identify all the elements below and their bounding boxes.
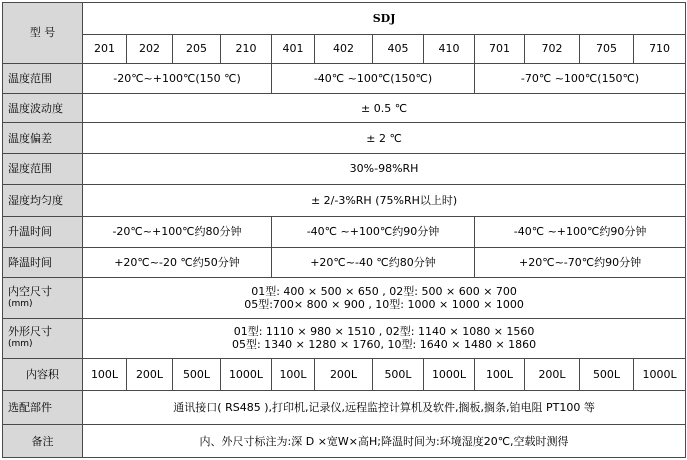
model-number: 202 xyxy=(127,34,173,63)
outer-size-row xyxy=(3,318,686,358)
series-name: SDJ xyxy=(83,3,686,35)
inner-size-row xyxy=(3,278,686,318)
model-number: 402 xyxy=(315,34,373,63)
hum-uniform-row xyxy=(3,184,686,216)
model-number: 702 xyxy=(525,34,580,63)
model-number: 701 xyxy=(475,34,525,63)
model-number: 401 xyxy=(272,34,315,63)
hum-range-value: 30%-98%RH xyxy=(83,153,686,184)
model-number: 705 xyxy=(580,34,634,63)
hum-range-row xyxy=(3,153,686,184)
heat-time-row xyxy=(3,216,686,247)
model-number: 205 xyxy=(173,34,221,63)
notes-row xyxy=(3,425,686,458)
model-number: 201 xyxy=(83,34,127,63)
outer-size-line: 05型: 1340 × 1280 × 1760, 10型: 1640 × 1480 × 1860 xyxy=(231,338,537,352)
volume-value: 500L xyxy=(580,359,634,391)
volume-value: 200L xyxy=(315,359,373,391)
model-number: 405 xyxy=(373,34,424,63)
cool-time-value: +20℃~-40 ℃约80分钟 xyxy=(272,247,475,278)
volume-row xyxy=(3,359,686,391)
row-label: 降温时间 xyxy=(3,247,83,278)
inner-size-line: 05型:700× 800 × 900 , 10型: 1000 × 1000 × 1000 xyxy=(244,298,524,312)
row-label: 备注 xyxy=(3,425,83,458)
volume-value: 500L xyxy=(173,359,221,391)
hum-uniform-value: ± 2/-3%RH (75%RH以上时) xyxy=(83,184,686,216)
spec-table xyxy=(2,2,686,458)
model-label: 型 号 xyxy=(3,3,83,64)
volume-value: 100L xyxy=(272,359,315,391)
outer-size-line: 01型: 1110 × 980 × 1510 , 02型: 1140 × 1080 × 1560 xyxy=(233,325,535,339)
volume-value: 100L xyxy=(475,359,525,391)
temp-fluct-row xyxy=(3,94,686,123)
inner-size-label: 内空尺寸 xyxy=(8,285,52,299)
row-label xyxy=(3,318,83,358)
outer-size-unit: (mm) xyxy=(8,339,33,350)
row-label: 温度偏差 xyxy=(3,123,83,154)
outer-size-label: 外形尺寸 xyxy=(8,325,52,339)
row-label: 升温时间 xyxy=(3,216,83,247)
inner-size-value xyxy=(83,278,686,318)
cool-time-value: +20℃~-70℃约90分钟 xyxy=(475,247,686,278)
row-label: 温度范围 xyxy=(3,63,83,94)
row-label: 内容积 xyxy=(3,359,83,391)
heat-time-value: -40℃ ~+100℃约90分钟 xyxy=(475,216,686,247)
outer-size-value xyxy=(83,318,686,358)
heat-time-value: -20℃~+100℃约80分钟 xyxy=(83,216,272,247)
row-label: 湿度均匀度 xyxy=(3,184,83,216)
row-label: 温度波动度 xyxy=(3,94,83,123)
volume-value: 1000L xyxy=(424,359,475,391)
volume-value: 1000L xyxy=(221,359,272,391)
model-number: 210 xyxy=(221,34,272,63)
inner-size-line: 01型: 400 × 500 × 650 , 02型: 500 × 600 × 700 xyxy=(251,285,517,299)
temp-dev-row xyxy=(3,123,686,154)
temp-range-row xyxy=(3,63,686,94)
notes-value: 内、外尺寸标注为:深 D ×宽W×高H;降温时间为:环境湿度20℃,空载时测得 xyxy=(83,425,686,458)
temp-range-value: -20℃~+100℃(150 ℃) xyxy=(83,63,272,94)
volume-value: 200L xyxy=(127,359,173,391)
temp-fluct-value: ± 0.5 ℃ xyxy=(83,94,686,123)
heat-time-value: -40℃ ~+100℃约90分钟 xyxy=(272,216,475,247)
options-value: 通讯接口( RS485 ),打印机,记录仪,远程监控计算机及软件,搁板,搁条,铂电阻 PT100 等 xyxy=(83,391,686,425)
inner-size-unit: (mm) xyxy=(8,299,33,310)
row-label: 湿度范围 xyxy=(3,153,83,184)
temp-dev-value: ± 2 ℃ xyxy=(83,123,686,154)
model-row xyxy=(3,34,686,63)
temp-range-value: -70℃ ~100℃(150℃) xyxy=(475,63,686,94)
model-number: 710 xyxy=(634,34,686,63)
volume-value: 200L xyxy=(525,359,580,391)
header-row xyxy=(3,3,686,35)
cool-time-row xyxy=(3,247,686,278)
row-label: 选配部件 xyxy=(3,391,83,425)
volume-value: 1000L xyxy=(634,359,686,391)
model-number: 410 xyxy=(424,34,475,63)
volume-value: 100L xyxy=(83,359,127,391)
volume-value: 500L xyxy=(373,359,424,391)
cool-time-value: +20℃~-20 ℃约50分钟 xyxy=(83,247,272,278)
temp-range-value: -40℃ ~100℃(150℃) xyxy=(272,63,475,94)
row-label xyxy=(3,278,83,318)
options-row xyxy=(3,391,686,425)
